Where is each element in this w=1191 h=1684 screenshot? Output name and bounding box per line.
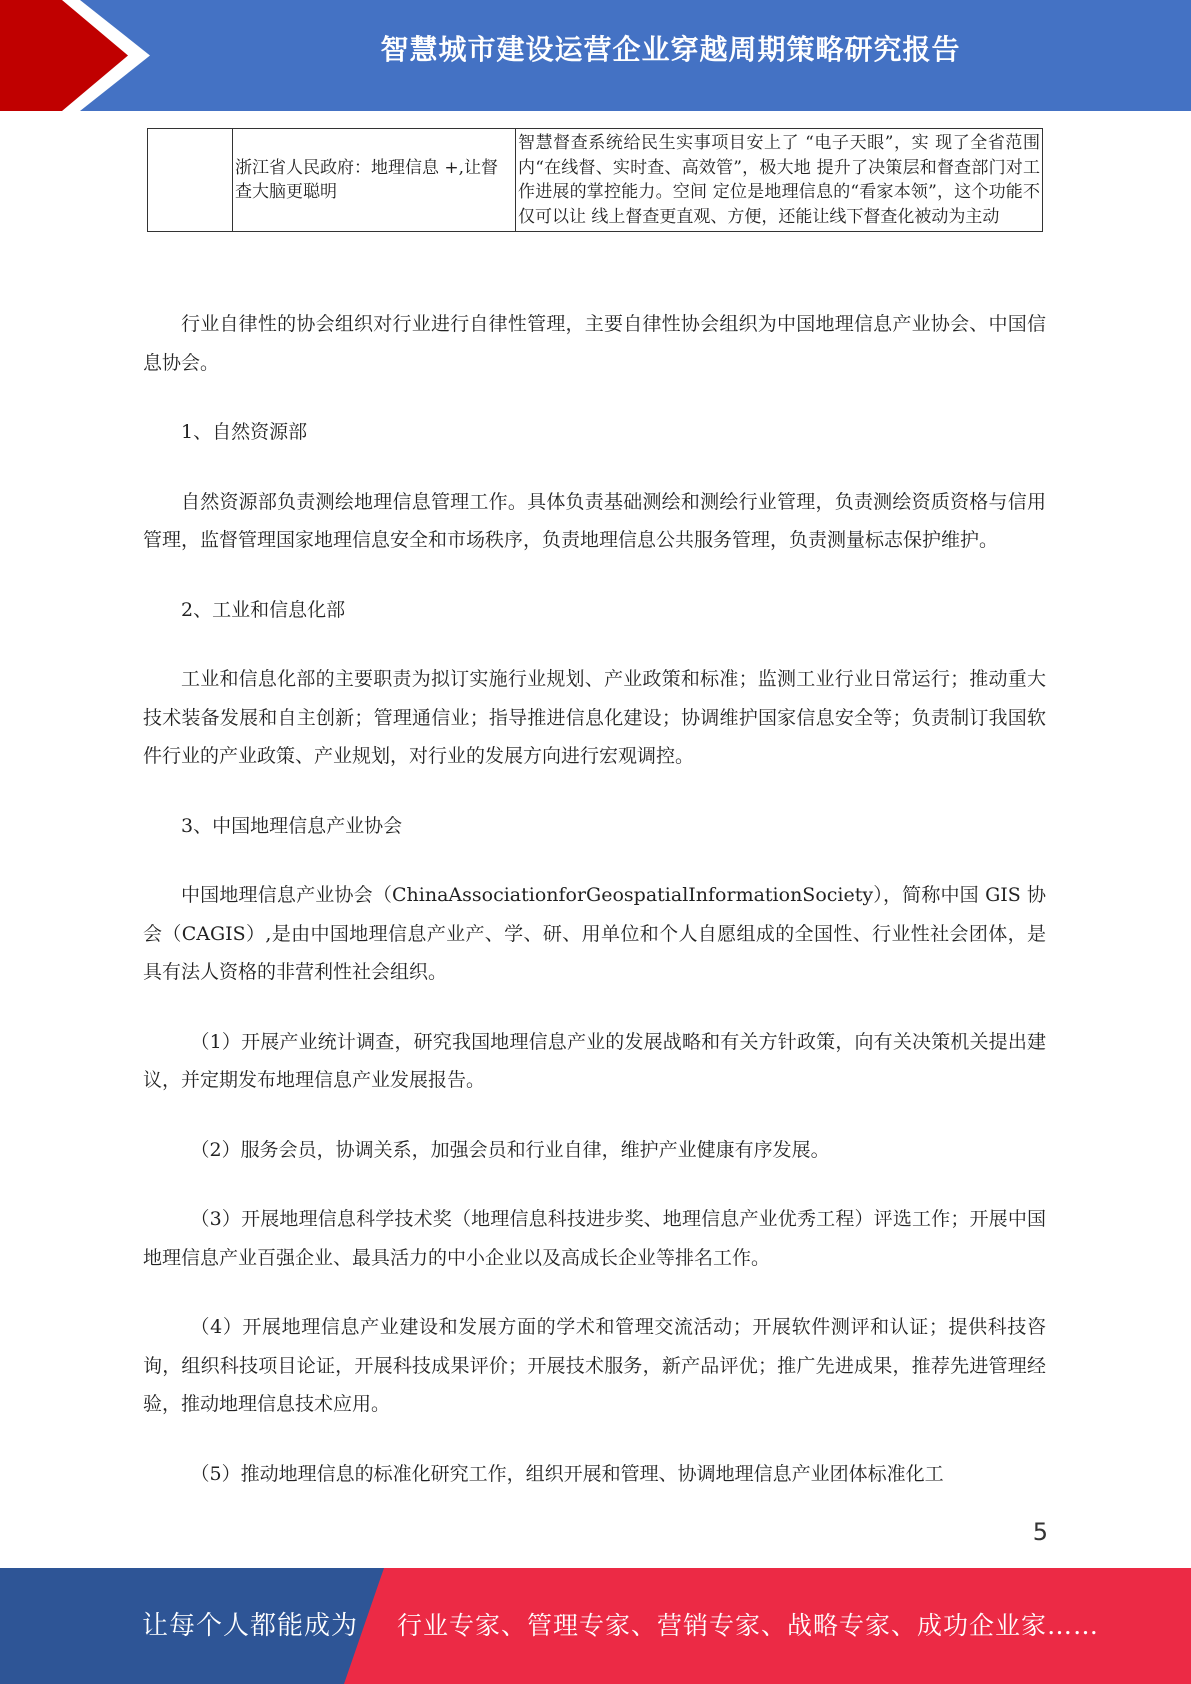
section-paragraph-3: 中国地理信息产业协会（ChinaAssociationforGeospatialInformationSociety），简称中国 GIS 协会（CAGIS）,是由中国地理信息产业产、学、研、用单位和个人自愿组成的全国性、行业性社会团体，是具有法人资格的非营利性社会组织。 [143,884,1046,983]
list-item: （1）开展产业统计调查，研究我国地理信息产业的发展战略和有关方针政策，向有关决策机关提出建议，并定期发布地理信息产业发展报告。 [143,1030,1046,1091]
list-item: （5）推动地理信息的标准化研究工作，组织开展和管理、协调地理信息产业团体标准化工 [190,1462,944,1485]
footer-slogan-left: 让每个人都能成为 [142,1611,359,1641]
header-arrow-decoration [0,0,150,111]
section-heading-3: 3、中国地理信息产业协会 [181,814,403,837]
report-title: 智慧城市建设运营企业穿越周期策略研究报告 [380,33,961,66]
list-item: （3）开展地理信息科学技术奖（地理信息科技进步奖、地理信息产业优秀工程）评选工作；开展中国地理信息产业百强企业、最具活力的中小企业以及高成长企业等排名工作。 [143,1208,1046,1269]
page-footer [0,1568,1191,1684]
footer-slogan-right: 行业专家、管理专家、营销专家、战略专家、成功企业家…… [397,1611,1100,1640]
table-cell-source: 浙江省人民政府：地理信息 +,让督查大脑更聪明 [233,129,516,232]
table-row [148,129,1043,232]
section-paragraph-1: 自然资源部负责测绘地理信息管理工作。具体负责基础测绘和测绘行业管理，负责测绘资质资格与信用管理，监督管理国家地理信息安全和市场秩序，负责地理信息公共服务管理，负责测量标志保护维护。 [143,490,1046,551]
list-item: （4）开展地理信息产业建设和发展方面的学术和管理交流活动；开展软件测评和认证；提供科技咨询，组织科技项目论证，开展科技成果评价；开展技术服务，新产品评优；推广先进成果，推荐先进管理经验，推动地理信息技术应用。 [143,1316,1046,1415]
document-body [143,305,1046,1524]
list-item: （2）服务会员，协调关系，加强会员和行业自律，维护产业健康有序发展。 [190,1138,830,1161]
page-header [0,0,1191,111]
section-paragraph-2: 工业和信息化部的主要职责为拟订实施行业规划、产业政策和标准；监测工业行业日常运行；推动重大技术装备发展和自主创新；管理通信业；指导推进信息化建设；协调维护国家信息安全等；负责制订我国软件行业的产业政策、产业规划，对行业的发展方向进行宏观调控。 [143,668,1046,767]
section-heading-1: 1、自然资源部 [181,421,308,443]
table-cell-description: 智慧督查系统给民生实事项目安上了 “电子天眼”，实 现了全省范围内“在线督、实时查、高效管”，极大地 提升了决策层和督查部门对工作进展的掌控能力。空间 定位是地理信息的“看家本领”，这个功能不仅可以让 线上督查更直观、方便，还能让线下督查化被动为主动 [516,129,1043,232]
section-heading-2: 2、工业和信息化部 [181,598,346,621]
page-number: 5 [1032,1518,1048,1546]
table-cell [148,129,233,232]
policy-table [147,128,1043,232]
intro-paragraph: 行业自律性的协会组织对行业进行自律性管理，主要自律性协会组织为中国地理信息产业协会、中国信息协会。 [143,313,1046,374]
